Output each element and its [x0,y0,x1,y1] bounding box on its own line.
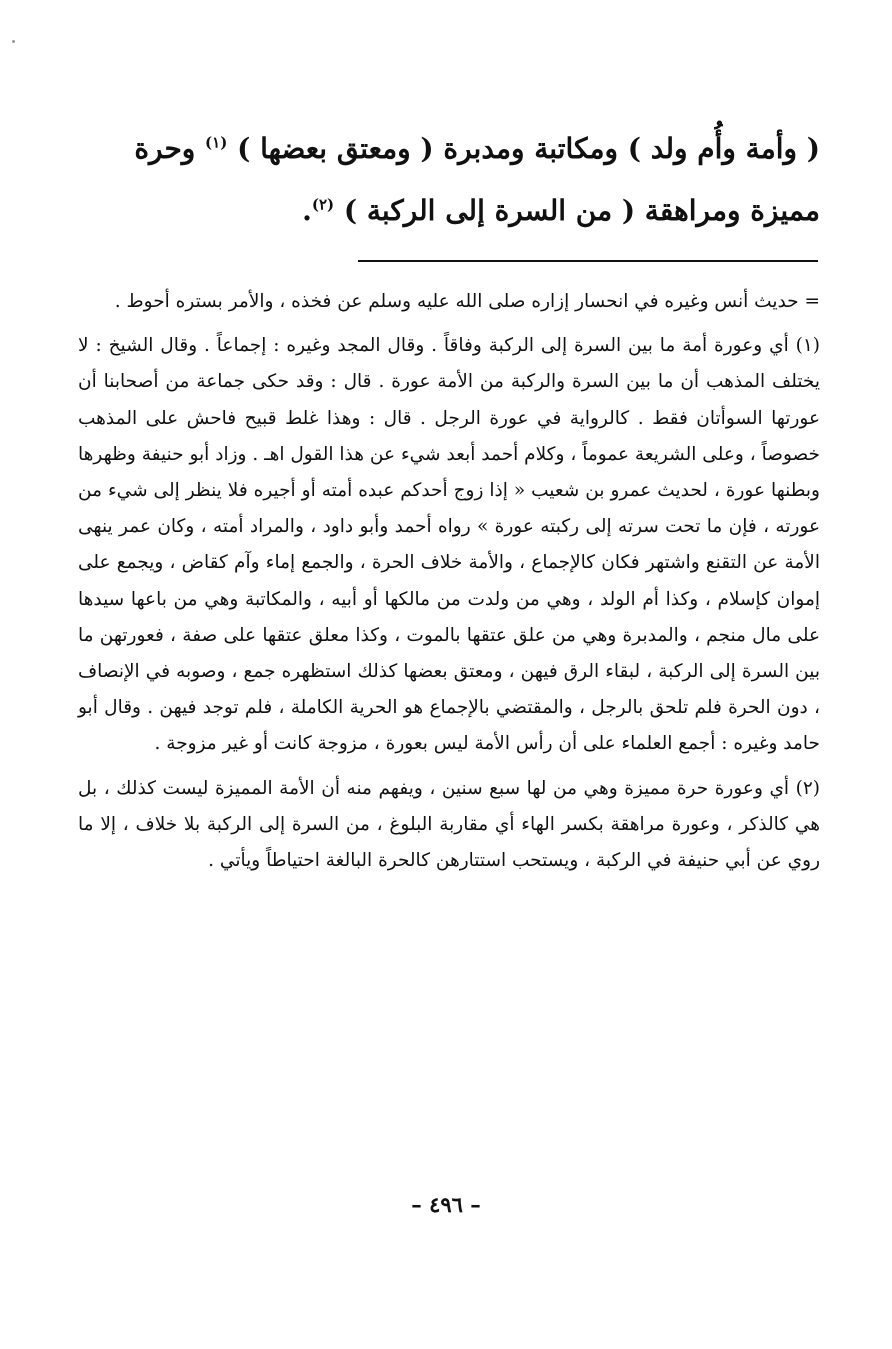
main-text-segment: وحرة [134,132,206,165]
footnote-ref-2: (٢) [311,195,335,214]
footnotes-block [78,284,820,879]
footnote-1: (١) أي وعورة أمة ما بين السرة إلى الركبة وفاقاً . وقال المجد وغيره : إجماعاً . وقال الشيخ : لا يختلف المذهب أن ما بين السرة والركبة من الأمة عورة . قال : وقد حكى جماعة من أصحابنا أن عورتها السوأتان فقط . كالرواية في عورة الرجل . قال : وهذا غلط قبيح فاحش على المذهب خصوصاً ، وعلى الشريعة عموماً ، وكلام أحمد أبعد شيء عن هذا القول اهـ . وزاد أبو حنيفة وظهرها وبطنها عورة ، لحديث عمرو بن شعيب « إذا زوج أحدكم عبده أمته أو أجيره فلا ينظر إلى شيء من عورته ، فإن ما تحت سرته إلى ركبته عورة » رواه أحمد وأبو داود ، والمراد أمته ، وكان عمر ينهى الأمة عن التقنع واشتهر فكان كالإجماع ، والأمة خلاف الحرة ، والجمع إماء وآم كقاض ، ويجمع على إموان كإسلام ، وكذا أم الولد ، وهي من ولدت من مالكها أو أبيه ، والمكاتبة وهي من باعها سيدها على مال منجم ، والمدبرة وهي من علق عتقها بالموت ، وكذا معلق عتقها على صفة ، فعورتهن ما بين السرة إلى الركبة ، لبقاء الرق فيهن ، ومعتق بعضها كذلك استظهره جمع ، وصوبه في الإنصاف ، دون الحرة فلم تلحق بالرجل ، والمقتضي بالإجماع هو الحرية الكاملة ، فلم توجد فيهن . وقال أبو حامد وغيره : أجمع العلماء على أن رأس الأمة ليس بعورة ، مزوجة كانت أو غير مزوجة . [78,335,820,755]
margin-speck [12,40,15,43]
footnote-ref-1: (١) [205,133,228,152]
main-text-line-1 [78,118,820,180]
main-text-block [78,118,820,242]
footnote-separator [358,260,818,262]
main-text-segment: مميزة ومراهقة ( من السرة إلى الركبة ) [334,194,820,227]
footnote-2: (٢) أي وعورة حرة مميزة وهي من لها سبع سنين ، ويفهم منه أن الأمة المميزة ليست كذلك ، بل هي كالذكر ، وعورة مراهقة بكسر الهاء أي مقاربة البلوغ ، من السرة إلى الركبة بلا خلاف ، إلا ما روي عن أبي حنيفة في الركبة ، ويستحب استتارهن كالحرة البالغة احتياطاً ويأتي . [78,777,820,872]
page-number: – ٤٩٦ – [411,1192,481,1217]
main-text-segment: ( وأمة وأُم ولد ) ومكاتبة ومدبرة ( ومعتق بعضها ) [227,132,820,165]
main-text-line-2 [78,180,820,242]
footnote-continuation: = حديث أنس وغيره في انحسار إزاره صلى الله عليه وسلم عن فخذه ، والأمر بستره أحوط . [114,291,820,312]
main-text-segment: . [302,194,312,227]
